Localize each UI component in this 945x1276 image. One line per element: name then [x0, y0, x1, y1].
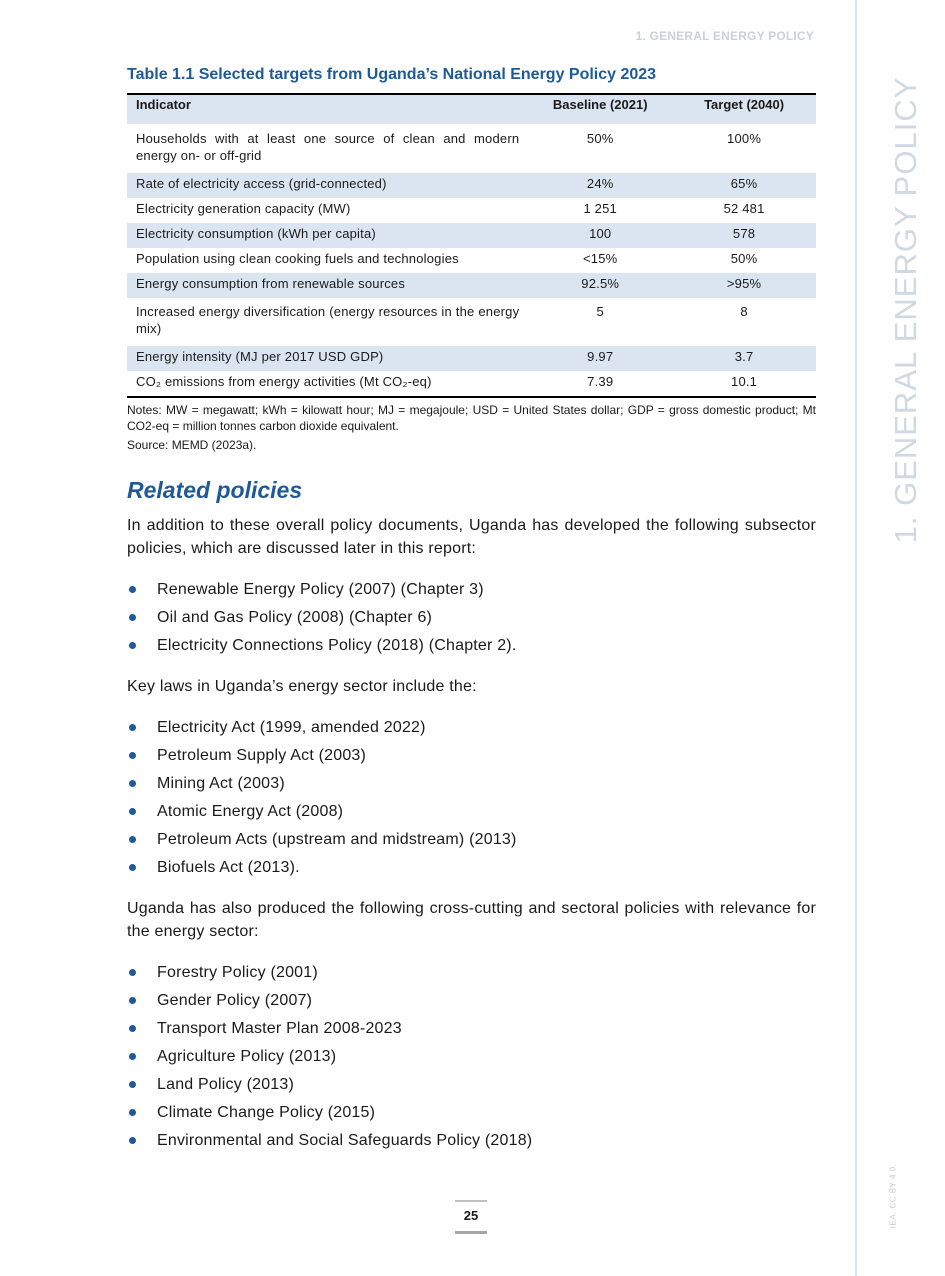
- bullet-icon: [129, 642, 136, 649]
- bullet-icon: [129, 1109, 136, 1116]
- list-item-text: Petroleum Acts (upstream and midstream) (2013): [157, 831, 517, 848]
- column-header-indicator: Indicator: [127, 94, 528, 125]
- section-heading: Related policies: [127, 477, 303, 503]
- bullet-icon: [129, 614, 136, 621]
- bullet-icon: [129, 586, 136, 593]
- laws-intro: Key laws in Uganda’s energy sector include the:: [127, 678, 477, 695]
- target-cell: 578: [672, 223, 816, 248]
- bullet-icon: [129, 1053, 136, 1060]
- target-cell: 8: [740, 304, 748, 319]
- bullet-icon: [129, 724, 136, 731]
- table-row: [127, 346, 816, 371]
- license-note: IEA. CC BY 4.0.: [888, 1163, 898, 1229]
- indicator-cell: Energy intensity (MJ per 2017 USD GDP): [127, 346, 528, 371]
- bullet-icon: [129, 752, 136, 759]
- list-item: [127, 1073, 816, 1101]
- list-item-text: Climate Change Policy (2015): [157, 1104, 376, 1121]
- bullet-icon: [129, 997, 136, 1004]
- list-item: [127, 578, 816, 606]
- baseline-cell: 24%: [528, 173, 672, 198]
- list-item: [127, 744, 816, 772]
- baseline-cell: <15%: [583, 251, 618, 266]
- list-item-text: Mining Act (2003): [157, 775, 285, 792]
- indicator-cell: CO₂ emissions from energy activities (Mt CO₂-eq): [136, 374, 432, 389]
- list-item: [127, 716, 816, 744]
- table-notes: Notes: MW = megawatt; kWh = kilowatt hour; MJ = megajoule; USD = United States dollar; GDP = gross domestic product; Mt CO2-eq = million tonnes carbon dioxide equivalent.: [127, 403, 816, 433]
- list-item-text: Oil and Gas Policy (2008) (Chapter 6): [157, 609, 433, 626]
- list-item-text: Forestry Policy (2001): [157, 964, 318, 981]
- indicator-cell: Electricity consumption (kWh per capita): [127, 223, 528, 248]
- target-cell: 100%: [727, 131, 762, 146]
- list-item-text: Atomic Energy Act (2008): [157, 803, 344, 820]
- baseline-cell: 9.97: [528, 346, 672, 371]
- target-cell: 10.1: [731, 374, 758, 389]
- page-number: 25: [455, 1200, 487, 1234]
- baseline-cell: 92.5%: [528, 273, 672, 298]
- page-content: [127, 66, 816, 1157]
- target-cell: 65%: [672, 173, 816, 198]
- baseline-cell: 1 251: [583, 201, 617, 216]
- list-item: [127, 1129, 816, 1157]
- list-item: [127, 1101, 816, 1129]
- table-source: Source: MEMD (2023a).: [127, 438, 257, 452]
- table-row: [127, 248, 816, 273]
- target-cell: 3.7: [672, 346, 816, 371]
- list-item-text: Petroleum Supply Act (2003): [157, 747, 367, 764]
- table-row: [127, 273, 816, 298]
- bullet-icon: [129, 969, 136, 976]
- target-cell: 52 481: [723, 201, 765, 216]
- baseline-cell: 50%: [586, 131, 614, 146]
- list-item: [127, 772, 816, 800]
- bullet-icon: [129, 864, 136, 871]
- list-item: [127, 856, 816, 884]
- vertical-chapter-title: 1. GENERAL ENERGY POLICY: [888, 76, 923, 544]
- table-row: [127, 223, 816, 248]
- table-row: [127, 298, 816, 346]
- column-header-baseline: Baseline (2021): [528, 94, 672, 125]
- list-item: [127, 634, 816, 662]
- list-item: [127, 606, 816, 634]
- list-item-text: Biofuels Act (2013).: [157, 859, 300, 876]
- indicator-cell: Rate of electricity access (grid-connected): [127, 173, 528, 198]
- running-header: 1. GENERAL ENERGY POLICY: [635, 29, 814, 43]
- section-intro: In addition to these overall policy documents, Uganda has developed the following subsector policies, which are discussed later in this report:: [127, 517, 816, 557]
- subsector-policies-list: [127, 578, 816, 662]
- table-row: [127, 371, 816, 397]
- table-row: [127, 198, 816, 223]
- list-item: [127, 989, 816, 1017]
- table-title: Table 1.1 Selected targets from Uganda’s National Energy Policy 2023: [127, 66, 657, 83]
- bullet-icon: [129, 1137, 136, 1144]
- bullet-icon: [129, 1025, 136, 1032]
- list-item-text: Environmental and Social Safeguards Policy (2018): [157, 1132, 533, 1149]
- list-item: [127, 800, 816, 828]
- indicator-cell: Population using clean cooking fuels and technologies: [136, 251, 459, 266]
- table-header-row: [127, 94, 816, 125]
- indicator-cell: Energy consumption from renewable sources: [127, 273, 528, 298]
- column-header-target: Target (2040): [672, 94, 816, 125]
- indicator-cell: Increased energy diversification (energy resources in the energy mix): [136, 304, 520, 336]
- targets-table: [127, 93, 816, 398]
- list-item: [127, 828, 816, 856]
- target-cell: 50%: [730, 251, 758, 266]
- bullet-icon: [129, 836, 136, 843]
- baseline-cell: 5: [596, 304, 604, 319]
- indicator-cell: Electricity generation capacity (MW): [136, 201, 351, 216]
- list-item-text: Land Policy (2013): [157, 1076, 295, 1093]
- list-item: [127, 1017, 816, 1045]
- target-cell: >95%: [672, 273, 816, 298]
- cross-cutting-intro: Uganda has also produced the following cross-cutting and sectoral policies with relevance for the energy sector:: [127, 900, 816, 940]
- bullet-icon: [129, 780, 136, 787]
- bullet-icon: [129, 1081, 136, 1088]
- indicator-cell: Households with at least one source of clean and modern energy on- or off-grid: [136, 131, 520, 163]
- list-item-text: Transport Master Plan 2008-2023: [157, 1020, 402, 1037]
- list-item-text: Agriculture Policy (2013): [157, 1048, 337, 1065]
- laws-list: [127, 716, 816, 884]
- cross-cutting-policies-list: [127, 961, 816, 1157]
- side-rule: [855, 0, 857, 1276]
- list-item: [127, 961, 816, 989]
- list-item-text: Gender Policy (2007): [157, 992, 313, 1009]
- table-row: [127, 125, 816, 174]
- list-item-text: Electricity Act (1999, amended 2022): [157, 719, 426, 736]
- table-row: [127, 173, 816, 198]
- bullet-icon: [129, 808, 136, 815]
- list-item-text: Renewable Energy Policy (2007) (Chapter 3): [157, 581, 484, 598]
- list-item-text: Electricity Connections Policy (2018) (Chapter 2).: [157, 637, 517, 654]
- baseline-cell: 7.39: [587, 374, 614, 389]
- baseline-cell: 100: [528, 223, 672, 248]
- list-item: [127, 1045, 816, 1073]
